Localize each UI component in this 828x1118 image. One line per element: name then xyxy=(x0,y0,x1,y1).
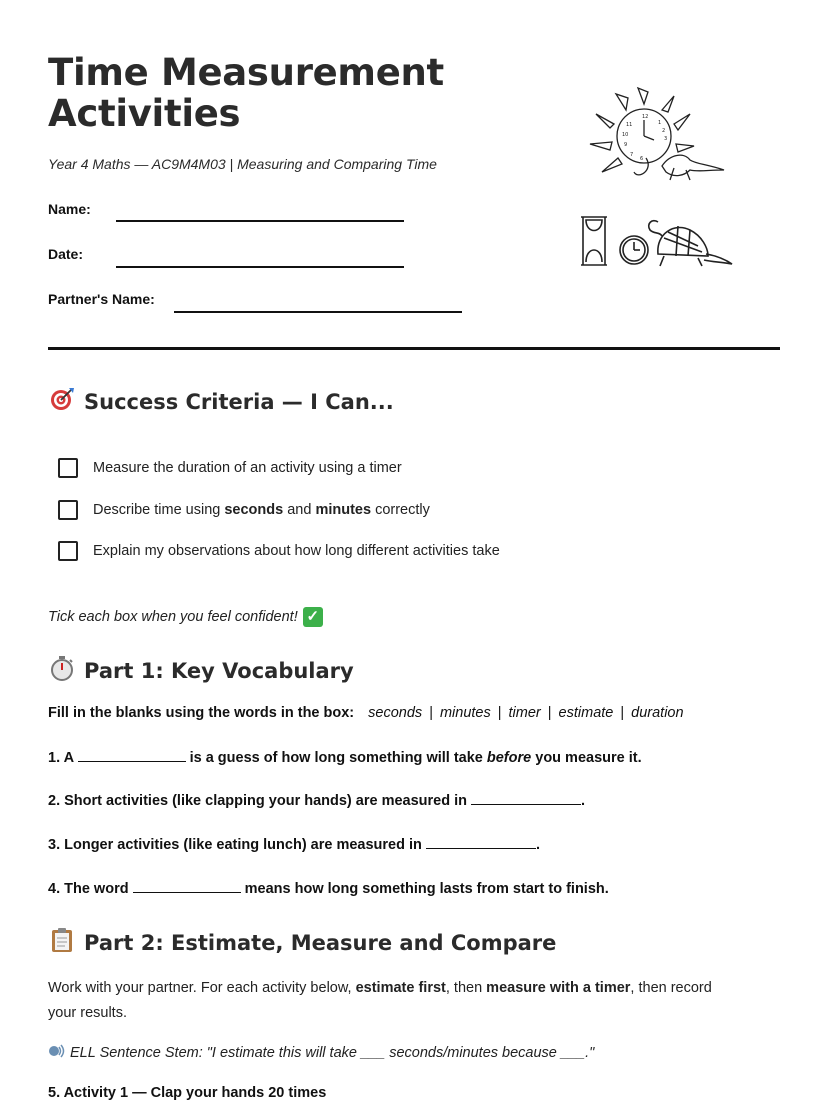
question-2: 2. Short activities (like clapping your hands) are measured in . xyxy=(48,793,586,809)
criteria-checkbox-2[interactable] xyxy=(58,500,78,520)
name-field[interactable] xyxy=(116,220,404,222)
blank-input-3[interactable] xyxy=(426,836,536,849)
ell-sentence-stem: ELL Sentence Stem: "I estimate this will take ___ seconds/minutes because ___." xyxy=(48,1043,594,1063)
target-icon xyxy=(48,386,76,418)
hourglass-clock-tortoise-illustration xyxy=(578,212,734,270)
svg-text:2: 2 xyxy=(662,128,666,134)
svg-text:12: 12 xyxy=(642,114,649,120)
svg-text:11: 11 xyxy=(626,122,633,128)
tick-note: Tick each box when you feel confident! ✓ xyxy=(48,607,323,627)
date-field[interactable] xyxy=(116,266,404,268)
date-label: Date: xyxy=(48,246,84,262)
stopwatch-icon xyxy=(48,655,76,687)
svg-text:9: 9 xyxy=(624,142,628,148)
question-1: 1. A is a guess of how long something will take before you measure it. xyxy=(48,750,642,766)
part1-heading: Part 1: Key Vocabulary xyxy=(48,655,354,687)
blank-input-1[interactable] xyxy=(78,749,186,762)
subtitle: Year 4 Maths — AC9M4M03 | Measuring and Comparing Time xyxy=(48,156,437,172)
svg-text:1: 1 xyxy=(658,120,662,126)
svg-text:3: 3 xyxy=(664,136,668,142)
partner-name-label: Partner's Name: xyxy=(48,291,155,307)
part2-instructions: Work with your partner. For each activity below, estimate first, then measure with a timer, then record your results. xyxy=(48,980,712,1021)
section-divider xyxy=(48,347,780,350)
criteria-item-1: Measure the duration of an activity using a timer xyxy=(58,458,402,478)
part2-heading: Part 2: Estimate, Measure and Compare xyxy=(48,927,556,959)
activity-1-heading: 5. Activity 1 — Clap your hands 20 times xyxy=(48,1085,327,1101)
speech-icon xyxy=(48,1043,66,1063)
blank-input-4[interactable] xyxy=(133,880,241,893)
criteria-item-3: Explain my observations about how long different activities take xyxy=(58,541,500,561)
criteria-checkbox-1[interactable] xyxy=(58,458,78,478)
criteria-item-2: Describe time using seconds and minutes correctly xyxy=(58,500,430,520)
page-title: Time Measurement Activities xyxy=(48,51,444,135)
sun-clock-lizard-illustration xyxy=(574,84,730,186)
name-label: Name: xyxy=(48,201,91,217)
question-4: 4. The word means how long something lasts from start to finish. xyxy=(48,881,609,897)
svg-text:6: 6 xyxy=(640,156,644,162)
clipboard-icon xyxy=(48,927,76,959)
svg-text:7: 7 xyxy=(630,152,634,158)
criteria-checkbox-3[interactable] xyxy=(58,541,78,561)
check-box-icon: ✓ xyxy=(303,607,323,627)
svg-text:10: 10 xyxy=(622,132,629,138)
word-box: seconds | minutes | timer | estimate | duration xyxy=(368,705,684,721)
success-criteria-heading: Success Criteria — I Can... xyxy=(48,386,394,418)
partner-name-field[interactable] xyxy=(174,311,462,313)
question-3: 3. Longer activities (like eating lunch) are measured in . xyxy=(48,837,540,853)
blank-input-2[interactable] xyxy=(471,792,581,805)
vocab-instruction: Fill in the blanks using the words in the box: seconds | minutes | timer | estimate | duration xyxy=(48,705,684,721)
